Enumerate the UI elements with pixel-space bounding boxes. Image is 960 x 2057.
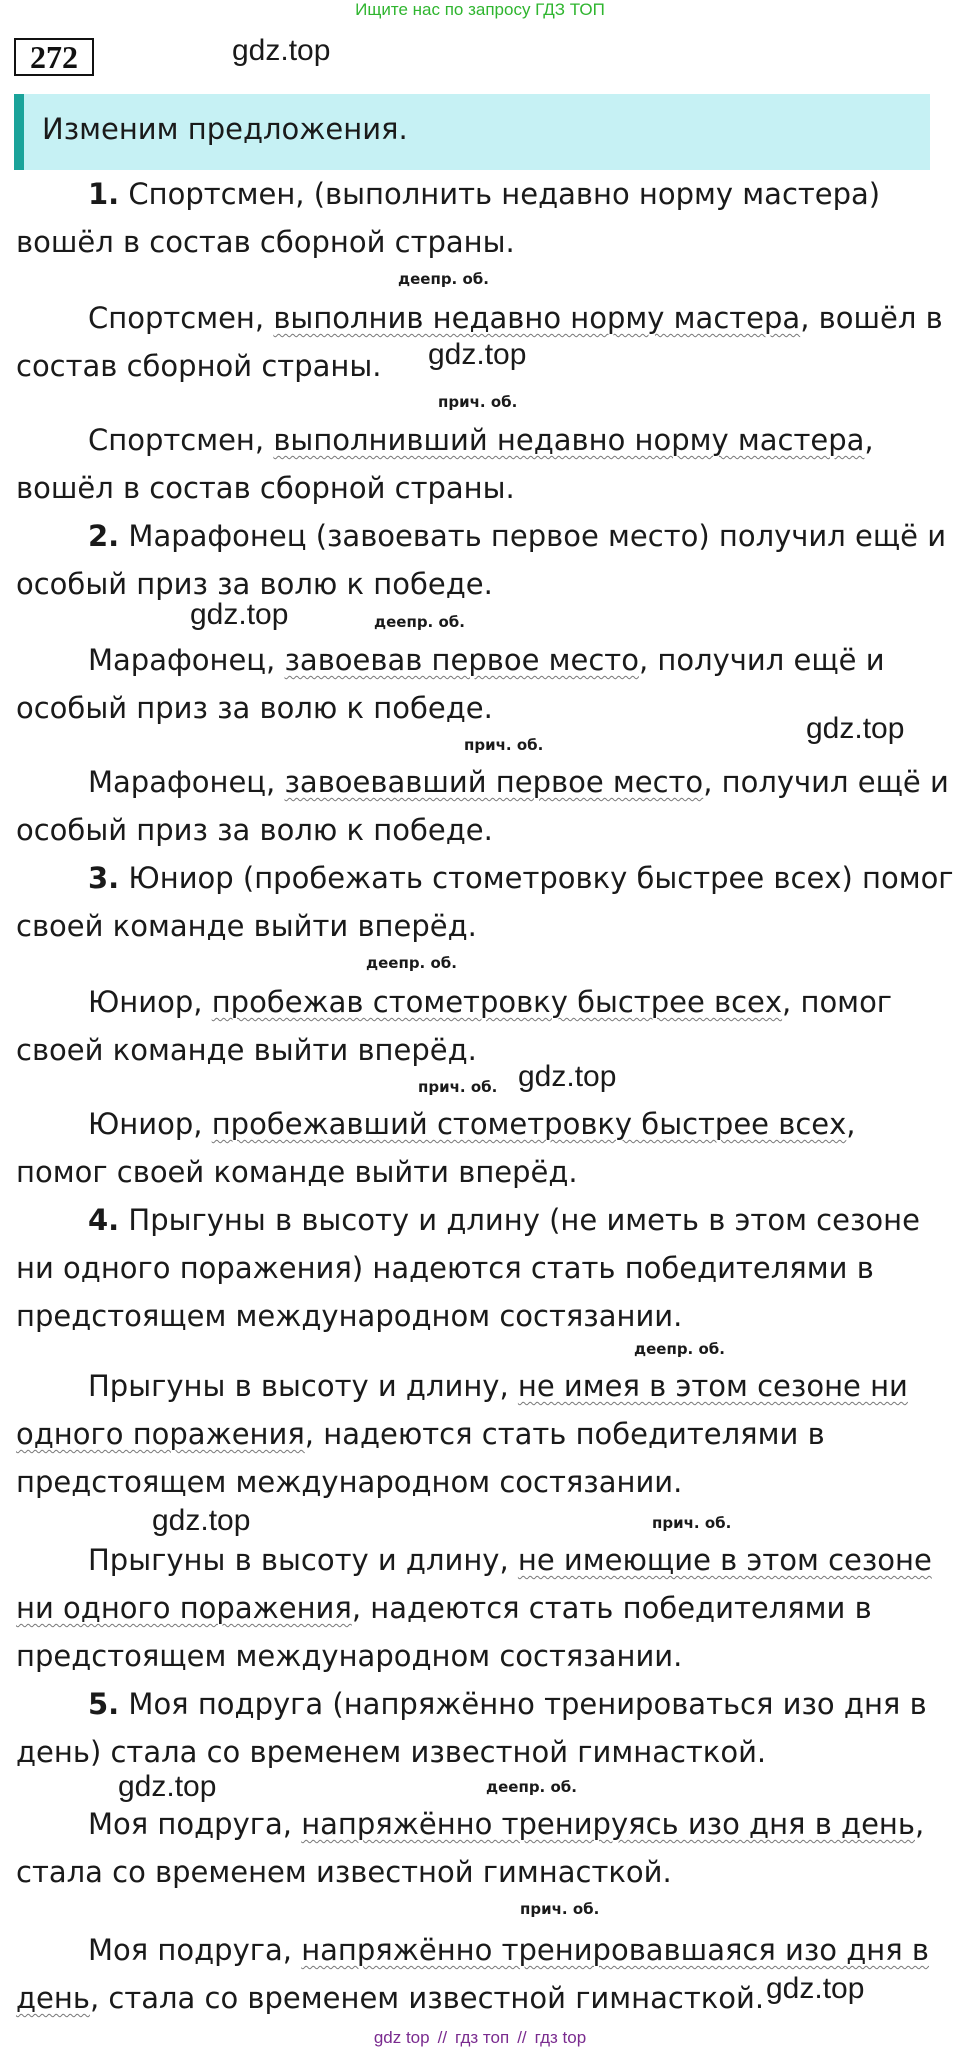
answer-text: , надеются стать победителями в bbox=[351, 1591, 872, 1625]
underlined-phrase: выполнив недавно норму мастера bbox=[273, 301, 801, 335]
watermark: gdz.top bbox=[152, 1504, 251, 1537]
sentence-number: 5. bbox=[88, 1687, 120, 1721]
answer-text: , получил ещё и bbox=[638, 643, 885, 677]
underlined-phrase: напряжённо тренируясь изо дня в день bbox=[301, 1807, 915, 1841]
sentence-3-task bbox=[16, 854, 954, 950]
answer-text: Спортсмен, bbox=[88, 423, 274, 457]
note-deeprich: деепр. об. bbox=[486, 1778, 577, 1796]
answer-text: предстоящем международном состязании. bbox=[16, 1465, 683, 1499]
sentence-number: 3. bbox=[88, 861, 120, 895]
footer-separator: // bbox=[517, 2028, 527, 2047]
answer-text: особый приз за волю к победе. bbox=[16, 691, 493, 725]
footer-links bbox=[0, 2028, 960, 2048]
sentence-1-variant-a bbox=[16, 294, 946, 390]
sentence-2-variant-a bbox=[16, 636, 946, 732]
sentence-3-variant-a bbox=[16, 978, 946, 1074]
sentence-5-variant-a bbox=[16, 1800, 946, 1896]
answer-text: , стала со временем известной гимнасткой. bbox=[89, 1981, 765, 2015]
answer-text: , помог bbox=[782, 985, 893, 1019]
footer-link[interactable]: гдз top bbox=[534, 2028, 587, 2047]
task-text: особый приз за волю к победе. bbox=[16, 567, 493, 601]
answer-text: , надеются стать победителями в bbox=[304, 1417, 825, 1451]
sentence-2-variant-b bbox=[16, 758, 949, 854]
underlined-phrase: пробежав стометровку быстрее всех bbox=[211, 985, 783, 1019]
footer-link[interactable]: gdz top bbox=[373, 2028, 430, 2047]
sentence-5-task bbox=[16, 1680, 946, 1776]
underlined-phrase: напряжённо тренировавшаяся изо дня в bbox=[301, 1933, 930, 1967]
watermark: gdz.top bbox=[190, 598, 289, 631]
watermark: gdz.top bbox=[766, 1972, 865, 2005]
watermark: gdz.top bbox=[806, 712, 905, 745]
sentence-4-variant-b bbox=[16, 1536, 946, 1680]
footer-link[interactable]: гдз топ bbox=[455, 2028, 510, 2047]
underlined-phrase: одного поражения bbox=[16, 1417, 305, 1451]
answer-text: Прыгуны в высоту и длину, bbox=[88, 1543, 518, 1577]
task-text: вошёл в состав сборной страны. bbox=[16, 225, 515, 259]
answer-text: Прыгуны в высоту и длину, bbox=[88, 1369, 518, 1403]
answer-text: вошёл в состав сборной страны. bbox=[16, 471, 515, 505]
answer-text: предстоящем международном состязании. bbox=[16, 1639, 683, 1673]
answer-text: , bbox=[846, 1107, 856, 1141]
underlined-phrase: ни одного поражения bbox=[16, 1591, 352, 1625]
note-prich: прич. об. bbox=[418, 1078, 498, 1096]
top-banner: Ищите нас по запросу ГДЗ ТОП bbox=[355, 0, 605, 19]
watermark: gdz.top bbox=[518, 1060, 617, 1093]
answer-text: , bbox=[914, 1807, 925, 1841]
section-header bbox=[14, 94, 930, 170]
answer-text: своей команде выйти вперёд. bbox=[16, 1033, 477, 1067]
answer-text: Моя подруга, bbox=[88, 1933, 302, 1967]
note-prich: прич. об. bbox=[464, 736, 544, 754]
task-text: Моя подруга (напряжённо тренироваться изо дня в bbox=[119, 1687, 927, 1721]
note-deeprich: деепр. об. bbox=[366, 954, 457, 972]
answer-text: , получил ещё и bbox=[703, 765, 949, 799]
answer-text: Моя подруга, bbox=[88, 1807, 302, 1841]
note-prich: прич. об. bbox=[652, 1514, 732, 1532]
answer-text: помог своей команде выйти вперёд. bbox=[16, 1155, 578, 1189]
sentence-4-task bbox=[16, 1196, 946, 1340]
note-deeprich: деепр. об. bbox=[634, 1340, 725, 1358]
note-prich: прич. об. bbox=[520, 1900, 600, 1918]
underlined-phrase: пробежавший стометровку быстрее всех bbox=[211, 1107, 847, 1141]
task-text: Спортсмен, (выполнить недавно норму мастера) bbox=[119, 177, 881, 211]
underlined-phrase: завоевав первое место bbox=[284, 643, 639, 677]
answer-text: особый приз за волю к победе. bbox=[16, 813, 493, 847]
note-deeprich: деепр. об. bbox=[374, 613, 465, 631]
sentence-1-task bbox=[16, 170, 946, 266]
sentence-number: 2. bbox=[88, 519, 120, 553]
answer-text: , bbox=[864, 423, 874, 457]
underlined-phrase: день bbox=[16, 1981, 90, 2015]
task-text: своей команде выйти вперёд. bbox=[16, 909, 477, 943]
sentence-1-variant-b bbox=[16, 416, 946, 512]
sentence-number: 1. bbox=[88, 177, 120, 211]
task-text: день) стала со временем известной гимнасткой. bbox=[16, 1735, 767, 1769]
answer-text: Марафонец, bbox=[88, 643, 285, 677]
task-text: Юниор (пробежать стометровку быстрее всех) помог bbox=[119, 861, 954, 895]
answer-text: состав сборной страны. bbox=[16, 349, 382, 383]
answer-text: Юниор, bbox=[88, 1107, 212, 1141]
note-prich: прич. об. bbox=[438, 393, 518, 411]
answer-text: Юниор, bbox=[88, 985, 212, 1019]
task-text: Марафонец (завоевать первое место) получил ещё и bbox=[119, 519, 947, 553]
note-deeprich: деепр. об. bbox=[398, 270, 489, 288]
answer-text: Марафонец, bbox=[88, 765, 285, 799]
sentence-5-variant-b bbox=[16, 1926, 946, 2022]
watermark: gdz.top bbox=[232, 34, 331, 67]
section-header-text: Изменим предложения. bbox=[42, 112, 408, 146]
answer-text: стала со временем известной гимнасткой. bbox=[16, 1855, 672, 1889]
task-text: ни одного поражения) надеются стать победителями в bbox=[16, 1251, 874, 1285]
task-text: Прыгуны в высоту и длину (не иметь в этом сезоне bbox=[119, 1203, 920, 1237]
underlined-phrase: выполнивший недавно норму мастера bbox=[273, 423, 865, 457]
underlined-phrase: не имеющие в этом сезоне bbox=[517, 1543, 932, 1577]
watermark: gdz.top bbox=[428, 338, 527, 371]
underlined-phrase: не имея в этом сезоне ни bbox=[517, 1369, 908, 1403]
answer-text: Спортсмен, bbox=[88, 301, 274, 335]
task-text: предстоящем международном состязании. bbox=[16, 1299, 683, 1333]
underlined-phrase: завоевавший первое место bbox=[284, 765, 704, 799]
watermark: gdz.top bbox=[118, 1770, 217, 1803]
answer-text: , вошёл в bbox=[800, 301, 943, 335]
sentence-number: 4. bbox=[88, 1203, 120, 1237]
footer-separator: // bbox=[437, 2028, 448, 2047]
sentence-4-variant-a bbox=[16, 1362, 946, 1506]
exercise-number: 272 bbox=[14, 38, 94, 76]
sentence-3-variant-b bbox=[16, 1100, 946, 1196]
sentence-2-task bbox=[16, 512, 946, 608]
